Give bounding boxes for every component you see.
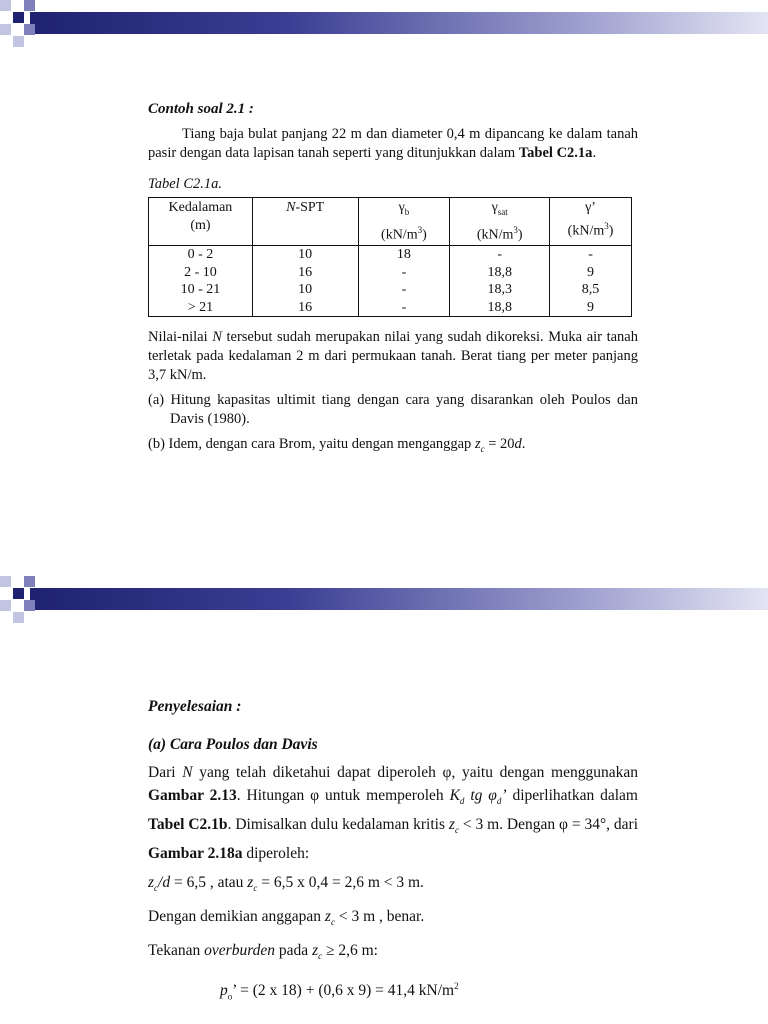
header-gamma-b: $\gamma_b$ $(kN/m^3)$ [358,198,450,246]
slide-header-bar [0,0,768,48]
cell-depth: 2 - 10 [149,264,253,282]
cell-gamma-b: - [358,264,450,282]
overburden-line: Tekanan overburden pada $z_c \ge 2,6$ m: [148,942,378,962]
solution-paragraph: Dari N yang telah diketahui dapat diperoleh φ, yaitu dengan menggunakan Gambar 2.13. Hitungan φ untuk memperoleh $K_d$ tg $\varphi_d$’ diperlihatkan dalam Tabel C2.1b. Dimisalkan dulu kedalaman kritis $z_c < 3$ m. Dengan φ = 34°, dari Gambar 2.18a diperoleh: [148,764,639,863]
soil-data-table [148,197,632,317]
header-gamma-prime: γ’ $(kN/m^3)$ [550,198,632,246]
header-square [13,36,24,47]
question-a: (a) Hitung kapasitas ultimit tiang dengan cara yang disarankan oleh Poulos dan Davis (1980). [148,392,638,428]
cell-gamma-prime: 8,5 [550,281,632,299]
cell-gamma-sat: 18,8 [450,264,550,282]
table-row [149,264,632,282]
header-gamma-sat: $\gamma_{sat}$ $(kN/m^3)$ [450,198,550,246]
slide-header-bar [0,576,768,624]
header-square [13,588,24,599]
cell-gamma-sat: 18,8 [450,299,550,317]
cell-nspt: 16 [252,264,358,282]
table-header-row [149,198,632,246]
cell-gamma-prime: 9 [550,299,632,317]
header-square [13,612,24,623]
cell-gamma-prime: 9 [550,264,632,282]
slide-2 [148,695,638,1009]
cell-nspt: 16 [252,299,358,317]
header-gradient [30,588,768,610]
cell-nspt: 10 [252,281,358,299]
problem-intro [148,125,638,163]
overburden-equation: $p_o$’ = (2 x 18) + (0,6 x 9) = 41,4 $kN/m^2$ [220,981,459,1002]
cell-gamma-prime: - [550,246,632,264]
table-row [149,299,632,317]
cell-gamma-b: - [358,299,450,317]
header-gradient [30,12,768,34]
cell-depth: 10 - 21 [149,281,253,299]
header-square [24,576,35,587]
cell-depth: 0 - 2 [149,246,253,264]
header-kedalaman: Kedalaman (m) [149,198,253,246]
example-title: Contoh soal 2.1 : [148,101,254,117]
table-row [149,246,632,264]
intro-text: Tiang baja bulat panjang 22 m dan diameter 0,4 m dipancang ke dalam tanah pasir dengan data lapisan tanah seperti yang ditunjukkan dalam [148,126,638,161]
critical-depth-line: $z_c/d = 6,5$ , atau $z_c = 6,5$ x 0,4 = 2,6 m < 3 m. [148,874,424,894]
header-square [0,576,11,587]
cell-gamma-sat: 18,3 [450,281,550,299]
assumption-line: Dengan demikian anggapan $z_c < 3$ m , benar. [148,908,425,928]
problem-note: Nilai-nilai N tersebut sudah merupakan nilai yang sudah dikoreksi. Muka air tanah terletak pada kedalaman 2 m dari permukaan tanah. Berat tiang per meter panjang 3,7 kN/m. [148,329,638,384]
cell-gamma-sat: - [450,246,550,264]
header-square [13,12,24,23]
intro-table-ref: Tabel C2.1a [518,145,593,161]
header-square [0,600,11,611]
question-b: (b) Idem, dengan cara Brom, yaitu dengan menganggap $z_c = 20d$. [148,436,526,455]
header-nspt: N-SPT [252,198,358,246]
solution-title: Penyelesaian : [148,698,242,715]
header-square [0,0,11,11]
table-caption: Tabel C2.1a. [148,176,222,192]
intro-end: . [592,145,597,161]
header-square [24,24,35,35]
cell-nspt: 10 [252,246,358,264]
slide-1 [148,100,638,459]
header-square [24,0,35,11]
cell-gamma-b: - [358,281,450,299]
cell-depth: > 21 [149,299,253,317]
solution-subtitle: (a) Cara Poulos dan Davis [148,736,318,753]
table-row [149,281,632,299]
cell-gamma-b: 18 [358,246,450,264]
header-square [0,24,11,35]
header-square [24,600,35,611]
